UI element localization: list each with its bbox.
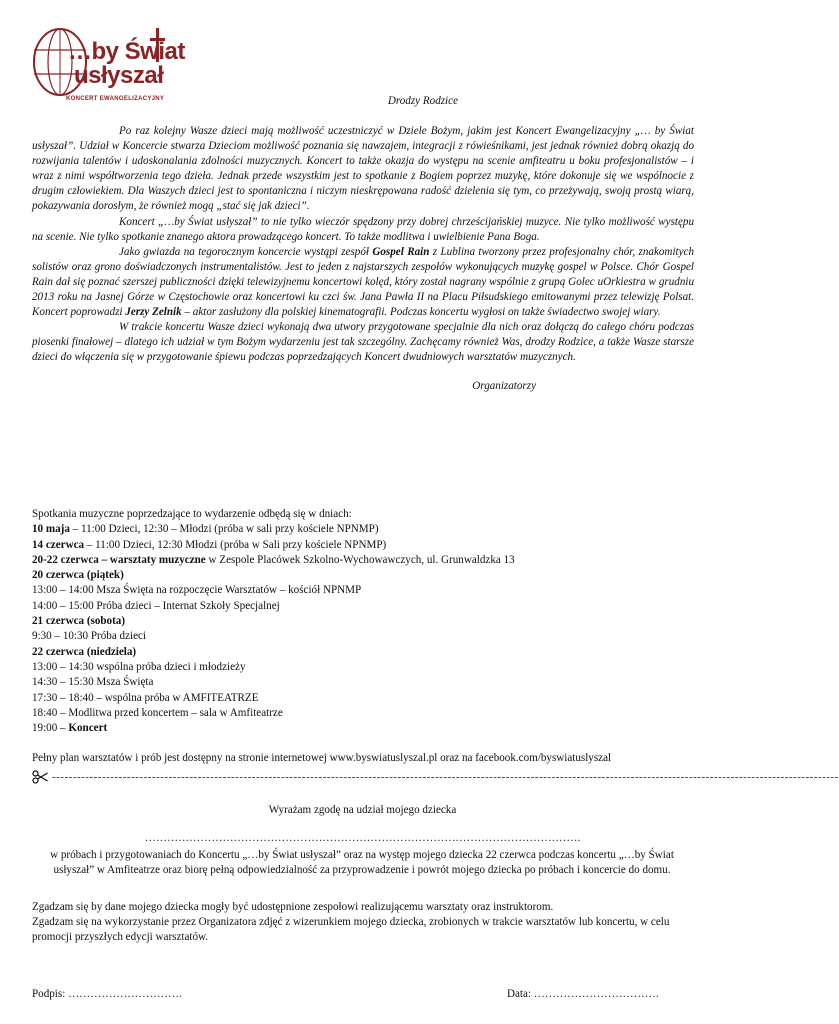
letter-paragraph-4	[32, 320, 694, 365]
scissors-icon	[32, 770, 48, 784]
day-3-item-2: 14:30 – 15:30 Msza Święta	[32, 676, 154, 689]
schedule-line-1	[32, 522, 694, 537]
band-name: Gospel Rain	[372, 245, 430, 258]
host-name: Jerzy Zelnik	[125, 306, 182, 319]
day-1-header-text: 20 czerwca (piątek)	[32, 569, 124, 582]
letter-paragraph-1	[32, 124, 694, 215]
consent-text: w próbach i przygotowaniach do Koncertu „…by Świat usłyszał” oraz na występ mojego dziecka 22 czerwca podczas koncertu „…by Świat usłyszał” w Amfiteatrze oraz biorę pełną odpowiedzialność za przyprowadzenie i powrót mojego dziecka po próbach i koncercie do domu.	[50, 849, 674, 877]
logo-text-line1: …by Świat	[68, 38, 185, 65]
paragraph-3-after: – aktor zasłużony dla polskiej kinematografii. Podczas koncertu wygłosi on także świadectwo swojej wiary.	[181, 306, 661, 319]
logo-text-line2: usłyszał	[74, 62, 164, 89]
cut-dashes: ---------------------------------------------------------------------------------------------------------------------------------------------------------------------------------------------	[52, 771, 839, 783]
child-name-field[interactable]: ……………………………………………………………………………………………………….	[144, 832, 581, 844]
consent-title: Wyrażam zgodę na udział mojego dziecka	[268, 804, 457, 816]
cut-line	[32, 770, 839, 786]
concert-label: Koncert	[68, 722, 108, 735]
day-1-item-2: 14:00 – 15:00 Próba dzieci – Internat Szkoły Specjalnej	[32, 599, 280, 612]
letter	[32, 94, 694, 394]
day-3-header-text: 22 czerwca (niedziela)	[32, 645, 137, 658]
date-field[interactable]: Data: …………………………….	[507, 988, 659, 1000]
schedule-line-3-text: w Zespole Placówek Szkolno-Wychowawczych, ul. Grunwaldzka 13	[205, 553, 515, 566]
full-plan-info: Pełny plan warsztatów i prób jest dostępny na stronie internetowej www.byswiatuslyszal.pl oraz na facebook.com/byswiatuslyszal	[32, 752, 612, 765]
day-1-item-1: 13:00 – 14:00 Msza Święta na rozpoczęcie Warsztatów – kościół NPNMP	[32, 584, 362, 597]
day-1-header	[32, 568, 694, 583]
day-2-header-text: 21 czerwca (sobota)	[32, 615, 126, 628]
day-3-header	[32, 645, 694, 660]
day-2-item-1: 9:30 – 10:30 Próba dzieci	[32, 630, 146, 643]
paragraph-3-middle: z Lublina tworzony przez profesjonalny chór, znakomitych solistów oraz grono doświadczonych instrumentalistów. Jest to jeden z najstarszych zespołów wykonujących muzykę gospel w Polsce. Chór Gospel Rain dał się poznać szerszej publiczności dzięki telewizyjnemu koncertowi kolęd, który został nagrany wspólnie z grupą Golec uOrkiestra w grudniu 2013 roku na Jasnej Górze w Częstochowie oraz koncertowi ku czci św. Jana Pawła II na Placu Piłsudskiego emitowanymi przez telewizję Polsat. Koncert poprowadzi	[32, 245, 695, 319]
paragraph-3-before: Jako gwiazda na tegorocznym koncercie wystąpi zespół	[119, 245, 373, 258]
schedule	[32, 507, 694, 767]
logo-subtitle: KONCERT EWANGELIZACYJNY	[66, 96, 165, 102]
letter-paragraph-3	[32, 245, 694, 320]
agreement-photos: Zgadzam się na wykorzystanie przez Organizatora zdjęć z wizerunkiem mojego dziecka, zrobionych w trakcie warsztatów lub koncertu, w celu promocji przyszłych edycji warsztatów.	[32, 916, 670, 944]
letter-paragraph-2	[32, 215, 694, 245]
schedule-line-2	[32, 538, 694, 553]
agreements	[32, 900, 692, 945]
paragraph-2-text: Koncert „…by Świat usłyszał” to nie tylko wieczór spędzony przy dobrej chrześcijańskiej muzyce. Nie tylko możliwość występu na scenie. Nie tylko spotkanie znanego aktora prowadzącego koncert. To także modlitwa i uwielbienie Pana Boga.	[32, 215, 694, 243]
schedule-line-3	[32, 553, 694, 568]
day-2-header	[32, 614, 694, 629]
schedule-intro: Spotkania muzyczne poprzedzające to wydarzenie odbędą się w dniach:	[32, 508, 352, 520]
day-3-item-5	[32, 721, 694, 736]
paragraph-1-text: Po raz kolejny Wasze dzieci mają możliwość uczestniczyć w Dziele Bożym, jakim jest Koncert Ewangelizacyjny „… by Świat usłyszał”. Udział w Koncercie stwarza Dzieciom możliwość poznania się nawzajem, integracji z rówieśnikami, jest jednak również dobrą okazją do rozwijania talentów i udoskonalania zdolności muzycznych. Koncert to także okazja do występu na scenie amfiteatru u boku profesjonalistów – i wraz z nimi współtworzenia tego dzieła. Jednak przede wszystkim jest to spotkanie z Bogiem poprzez muzykę, które dokonuje się we wspólnocie z drugim człowiekiem. Dla Waszych dzieci jest to spontaniczna i niczym nieskrępowana radość dzielenia się tym, co przeżywają, swoją prostą wiarą, pokazywania dorosłym, że również mogą „stać się jak dzieci”.	[32, 125, 694, 213]
day-3-item-4: 18:40 – Modlitwa przed koncertem – sala w Amfiteatrze	[32, 706, 283, 719]
signature-field[interactable]: Podpis: ………………………….	[32, 988, 182, 1000]
concert-time: 19:00 –	[32, 722, 69, 735]
schedule-line-2-date: 14 czerwca	[32, 538, 85, 551]
greeting: Drodzy Rodzice	[387, 95, 458, 107]
day-3-item-3: 17:30 – 18:40 – wspólna próba w AMFITEATRZE	[32, 691, 259, 704]
schedule-line-2-text: – 11:00 Dzieci, 12:30 Młodzi (próba w Sali przy kościele NPNMP)	[84, 538, 387, 551]
agreement-data: Zgadzam się by dane mojego dziecka mogły być udostępnione zespołowi realizującemu warsztaty oraz instruktorom.	[32, 901, 554, 913]
letter-signature: Organizatorzy	[472, 379, 536, 392]
schedule-line-1-date: 10 maja	[32, 523, 70, 536]
day-3-item-1: 13:00 – 14:30 wspólna próba dzieci i młodzieży	[32, 660, 246, 673]
schedule-line-3-date: 20-22 czerwca – warsztaty muzyczne	[32, 553, 206, 566]
schedule-line-1-text: – 11:00 Dzieci, 12:30 – Młodzi (próba w sali przy kościele NPNMP)	[69, 523, 379, 536]
paragraph-4-text: W trakcie koncertu Wasze dzieci wykonają dwa utwory przygotowane specjalnie dla nich oraz dołączą do całego chóru podczas piosenki finałowej – dlatego ich udział w tym Bożym wydarzeniu jest tak szczególny. Zachęcamy również Was, drodzy Rodzice, a także Wasze starsze dzieci do włączenia się w przygotowanie śpiewu podczas poprzedzających Koncert dwudniowych warsztatów muzycznych.	[32, 321, 694, 364]
